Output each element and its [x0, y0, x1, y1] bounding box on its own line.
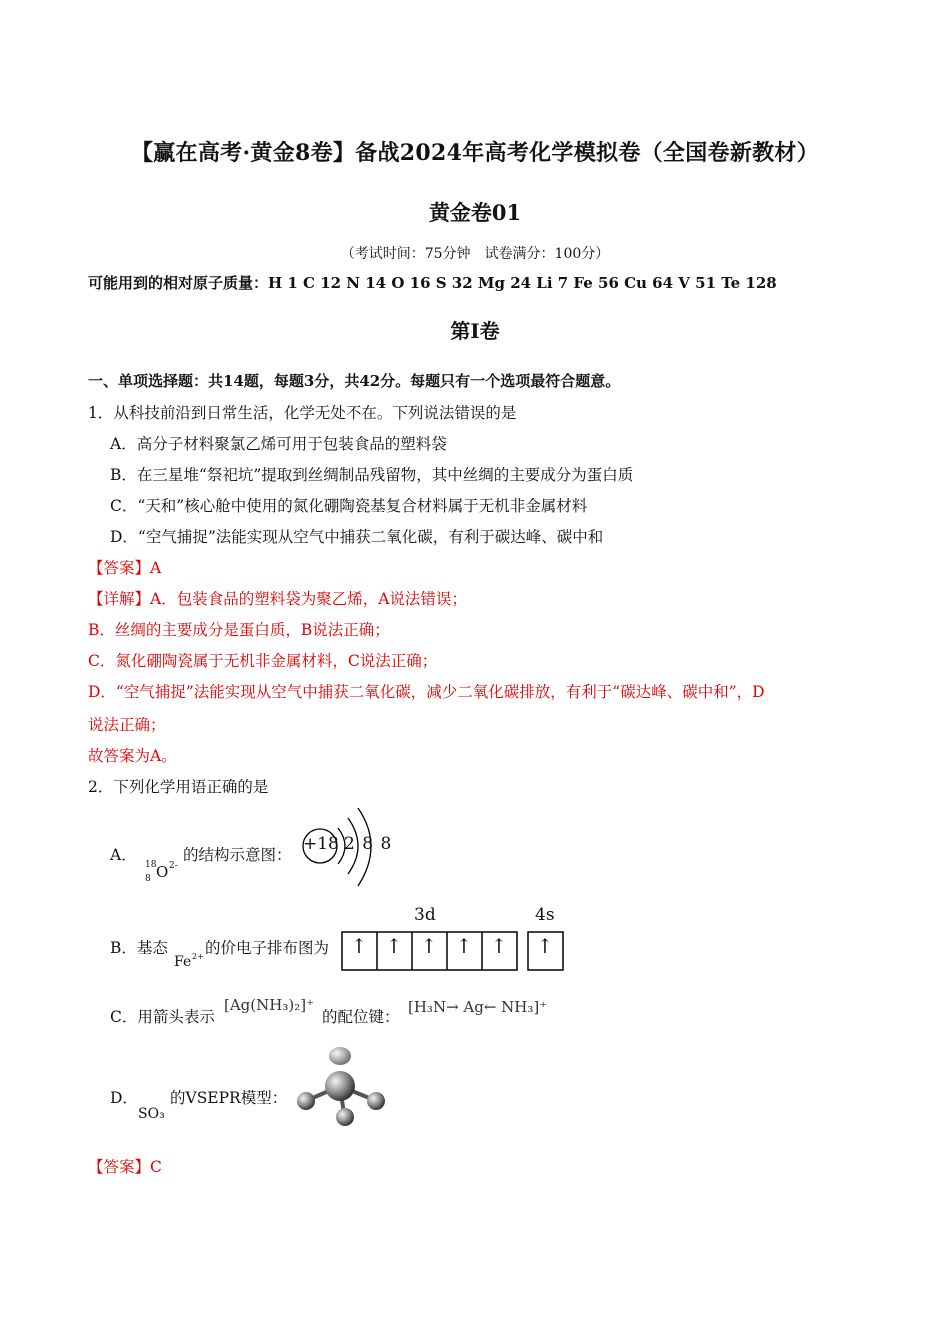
q2-option-a-species [145, 860, 185, 890]
vsepr-model-image [294, 1042, 394, 1132]
q2-option-d-label: D． [110, 1089, 138, 1107]
q1-answer: 【答案】A [88, 559, 162, 577]
orbital-arrow-1: ↑ [350, 934, 368, 958]
complex-formula: [Ag(NH₃)₂]⁺ [224, 996, 314, 1014]
q1-explanation-6: 故答案为A。 [88, 747, 177, 765]
q2-option-c-label: C．用箭头表示 [110, 1008, 215, 1026]
orbital-arrow-4s: ↑ [536, 934, 554, 958]
q2-option-a-text: 的结构示意图： [183, 846, 292, 864]
volume-heading: 第Ⅰ卷 [450, 319, 500, 343]
q2-option-b-text: 的价电子排布图为 [205, 939, 330, 957]
orbital-3d-label: 3d [414, 905, 436, 925]
q2-stem: 2．下列化学用语正确的是 [88, 778, 269, 796]
q1-stem: 1．从科技前沿到日常生活，化学无处不在。下列说法错误的是 [88, 404, 517, 422]
q1-option-d: D．“空气捕捉”法能实现从空气中捕获二氧化碳，有利于碳达峰、碳中和 [110, 528, 604, 546]
nucleus-charge: +18 [303, 834, 339, 854]
ion-charge: 2+ [192, 952, 204, 961]
q1-explanation-2: B．丝绸的主要成分是蛋白质，B说法正确； [88, 621, 390, 639]
orbital-4s-label: 4s [535, 905, 555, 925]
electron-shells: 2 8 8 [344, 834, 393, 854]
q2-option-b-species [174, 952, 208, 974]
atomic-number: 8 [145, 874, 151, 884]
q2-option-b-label: B．基态 [110, 939, 168, 957]
document-subtitle: 黄金卷01 [428, 200, 522, 225]
coordinate-bond-formula: [H₃N→ Ag← NH₃]⁺ [408, 998, 548, 1016]
atomic-mass-line: 可能用到的相对原子质量：H 1 C 12 N 14 O 16 S 32 Mg 24 Li 7 Fe 56 Cu 64 V 51 Te 128 [88, 274, 777, 292]
mass-number: 18 [145, 860, 157, 870]
q1-explanation-4: D．“空气捕捉”法能实现从空气中捕获二氧化碳，减少二氧化碳排放，有利于“碳达峰、碳中和”，D [88, 683, 765, 701]
orbital-arrow-5: ↑ [490, 934, 508, 958]
element-symbol: Fe [174, 954, 192, 970]
q1-option-a: A．高分子材料聚氯乙烯可用于包装食品的塑料袋 [110, 435, 447, 453]
ion-charge: 2- [169, 861, 178, 871]
q1-explanation-1: 【详解】A．包装食品的塑料袋为聚乙烯，A说法错误； [88, 590, 467, 608]
q1-option-b: B．在三星堆“祭祀坑”提取到丝绸制品残留物，其中丝绸的主要成分为蛋白质 [110, 466, 634, 484]
q2-option-c-text: 的配位键： [322, 1008, 400, 1026]
q2-option-d-text: 的VSEPR模型： [170, 1089, 288, 1107]
document-title: 【赢在高考·黄金8卷】备战2024年高考化学模拟卷（全国卷新教材） [130, 140, 820, 166]
section-heading: 一、单项选择题：共14题，每题3分，共42分。每题只有一个选项最符合题意。 [88, 372, 621, 390]
element-symbol: O [156, 863, 169, 881]
q2-option-a-label: A． [110, 846, 137, 864]
exam-info: （考试时间：75分钟 试卷满分：100分） [340, 246, 610, 262]
orbital-arrow-2: ↑ [385, 934, 403, 958]
so3-formula: SO₃ [138, 1106, 165, 1122]
orbital-arrow-3: ↑ [420, 934, 438, 958]
orbital-arrow-4: ↑ [455, 934, 473, 958]
q1-option-c: C．“天和”核心舱中使用的氮化硼陶瓷基复合材料属于无机非金属材料 [110, 497, 588, 515]
q1-explanation-5: 说法正确； [88, 716, 166, 734]
q1-explanation-3: C．氮化硼陶瓷属于无机非金属材料，C说法正确； [88, 652, 438, 670]
q2-answer: 【答案】C [88, 1158, 162, 1176]
